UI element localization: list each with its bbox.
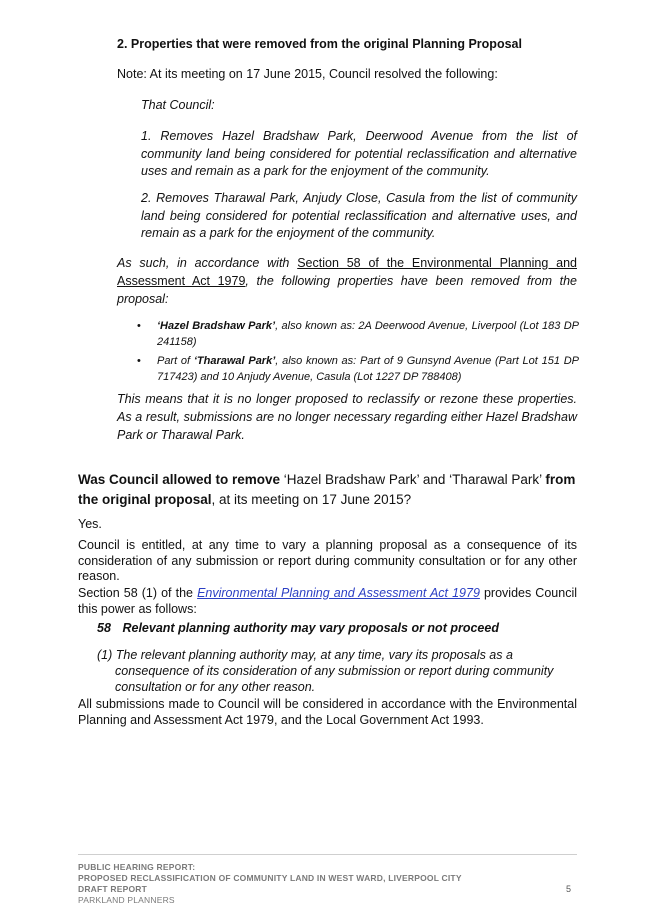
- act-link[interactable]: Environmental Planning and Assessment Act 1979: [197, 586, 480, 600]
- list-item: • Part of ‘Tharawal Park’, also known as: Part of 9 Gunsynd Avenue (Part Lot 151 DP 717423) and 10 Anjudy Avenue, Casula (Lot 1227 DP 788408): [137, 355, 579, 383]
- page-number: 5: [566, 884, 572, 894]
- section-heading: 2. Properties that were removed from the original Planning Proposal: [117, 37, 522, 51]
- footer-line-4: PARKLAND PLANNERS: [78, 895, 175, 905]
- footer-line-1: PUBLIC HEARING REPORT:: [78, 862, 196, 872]
- section-58-heading: 58 Relevant planning authority may vary proposals or not proceed: [97, 621, 499, 635]
- resolution-intro: That Council:: [141, 98, 215, 112]
- answer-paragraph-3: All submissions made to Council will be considered in accordance with the Environmental Planning and Assessment Act 1979, and the Local Government Act 1993.: [78, 697, 577, 727]
- section-58-link[interactable]: Section 58 of the Environmental Planning and Assessment Act 1979: [117, 256, 577, 288]
- resolution-item-2: 2. Removes Tharawal Park, Anjudy Close, Casula from the list of community land being considered for potential reclassification and alternative uses, and remain as a park for the enjoyment of the community.: [141, 191, 577, 240]
- question-heading: Was Council allowed to remove ‘Hazel Bradshaw Park’ and ‘Tharawal Park’ from the original proposal, at its meeting on 17 June 2015?: [78, 472, 576, 507]
- bullet-icon: •: [137, 320, 141, 332]
- section-58-text: (1) The relevant planning authority may, at any time, vary its proposals as a consequence of its consideration of any submission or report during community consultation or for any other reason.: [97, 648, 554, 694]
- accordance-pre: As such, in accordance with: [117, 256, 298, 270]
- answer-paragraph-1: Council is entitled, at any time to vary a planning proposal as a consequence of its consideration of any submission or report during community consultation or for any other reason.: [78, 538, 577, 583]
- answer-yes: Yes.: [78, 517, 102, 531]
- accordance-post: , the following properties have been removed from the proposal:: [117, 274, 577, 306]
- footer-line-3: DRAFT REPORT: [78, 884, 147, 894]
- property-name: ‘Hazel Bradshaw Park’: [157, 320, 276, 332]
- conclusion-paragraph: This means that it is no longer proposed to reclassify or rezone these properties. As a result, submissions are no longer necessary regarding either Hazel Bradshaw Park or Tharawal Park.: [117, 392, 577, 442]
- resolution-item-1: 1. Removes Hazel Bradshaw Park, Deerwood Avenue from the list of community land being considered for potential reclassification and alternative uses and remain as a park for the enjoyment of the community.: [141, 129, 577, 178]
- bullet-icon: •: [137, 355, 141, 367]
- accordance-paragraph: [117, 254, 577, 308]
- answer-paragraph-2: Section 58 (1) of the Environmental Planning and Assessment Act 1979 provides Council this power as follows:: [78, 586, 577, 616]
- resolution-note: Note: At its meeting on 17 June 2015, Council resolved the following:: [117, 67, 498, 81]
- removed-properties-list: [117, 318, 579, 388]
- list-item: • ‘Hazel Bradshaw Park’, also known as: 2A Deerwood Avenue, Liverpool (Lot 183 DP 241158): [137, 320, 580, 348]
- footer-line-2: PROPOSED RECLASSIFICATION OF COMMUNITY LAND IN WEST WARD, LIVERPOOL CITY: [78, 873, 462, 883]
- footer-divider: [78, 854, 577, 855]
- property-name: ‘Tharawal Park’: [193, 355, 276, 367]
